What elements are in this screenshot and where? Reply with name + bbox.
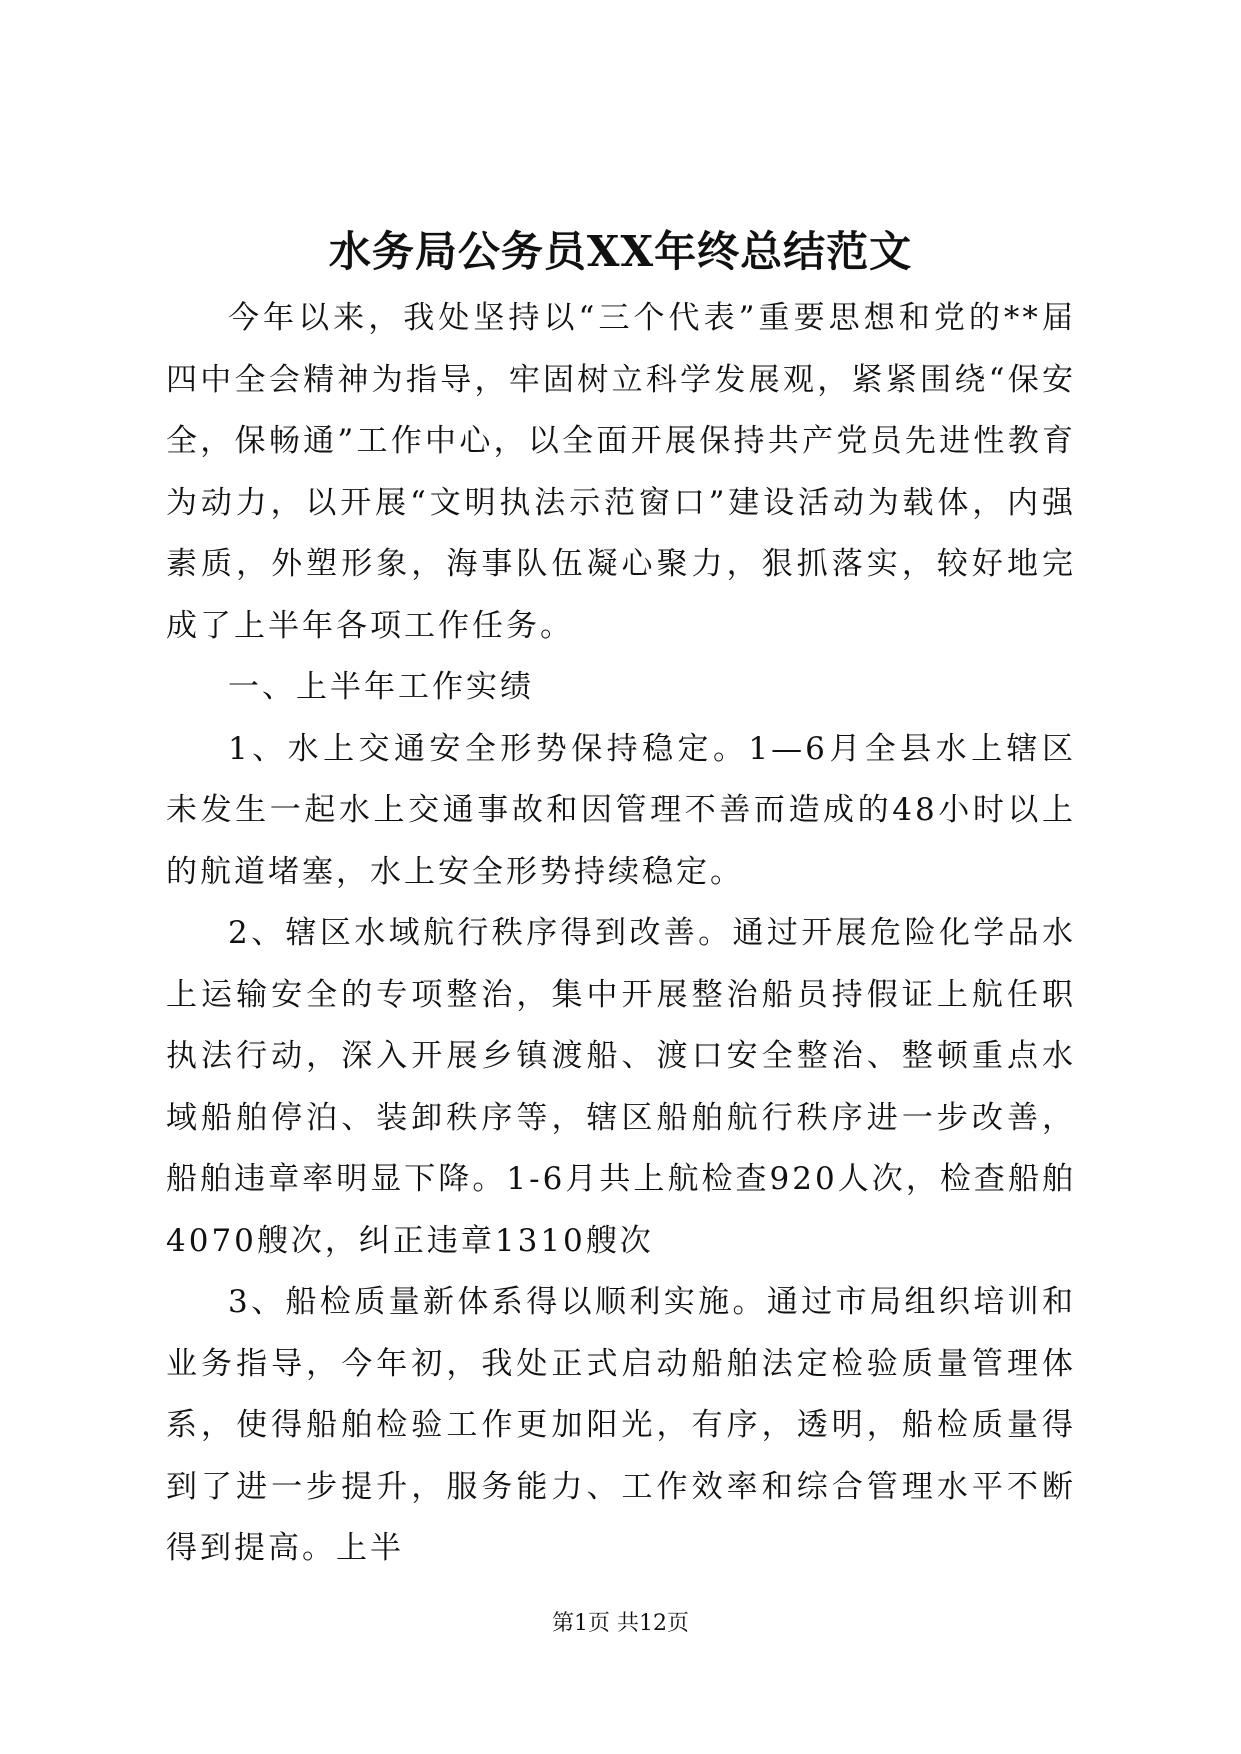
document-body — [166, 288, 1076, 1580]
paragraph-item-1: 1、水上交通安全形势保持稳定。1—6月全县水上辖区未发生一起水上交通事故和因管理不善而造成的48小时以上的航道堵塞，水上安全形势持续稳定。 — [166, 730, 1076, 890]
paragraph-item-2: 2、辖区水域航行秩序得到改善。通过开展危险化学品水上运输安全的专项整治，集中开展整治船员持假证上航任职执法行动，深入开展乡镇渡船、渡口安全整治、整顿重点水域船舶停泊、装卸秩序等，辖区船舶航行秩序进一步改善，船舶违章率明显下降。1-6月共上航检查920人次，检查船舶4070艘次，纠正违章1310艘次 — [166, 915, 1076, 1259]
page-footer: 第1页 共12页 — [552, 1611, 689, 1636]
paragraph-intro: 今年以来，我处坚持以“三个代表”重要思想和党的**届四中全会精神为指导，牢固树立科学发展观，紧紧围绕“保安全，保畅通”工作中心，以全面开展保持共产党员先进性教育为动力，以开展“文明执法示范窗口”建设活动为载体，内强素质，外塑形象，海事队伍凝心聚力，狠抓落实，较好地完成了上半年各项工作任务。 — [166, 300, 1076, 644]
section-heading: 一、上半年工作实绩 — [228, 669, 534, 705]
document-title: 水务局公务员XX年终总结范文 — [328, 227, 913, 276]
paragraph-item-3: 3、船检质量新体系得以顺利实施。通过市局组织培训和业务指导，今年初，我处正式启动船舶法定检验质量管理体系，使得船舶检验工作更加阳光，有序，透明，船检质量得到了进一步提升，服务能力、工作效率和综合管理水平不断得到提高。上半 — [166, 1284, 1076, 1566]
